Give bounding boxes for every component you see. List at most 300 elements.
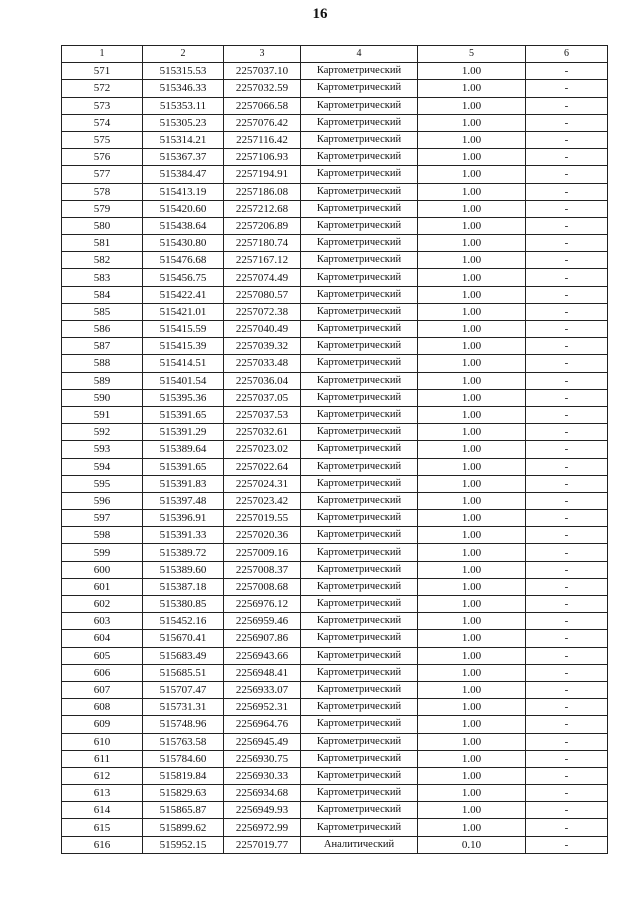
x-coordinate-cell: 515456.75 [143,269,224,286]
description-cell: - [526,406,608,423]
method-cell: Картометрический [301,406,418,423]
x-coordinate-cell: 515707.47 [143,681,224,698]
x-coordinate-cell: 515315.53 [143,63,224,80]
description-cell: - [526,767,608,784]
method-cell: Картометрический [301,269,418,286]
point-number-cell: 601 [62,578,143,595]
accuracy-cell: 1.00 [418,149,526,166]
method-cell: Картометрический [301,200,418,217]
point-number-cell: 586 [62,321,143,338]
method-cell: Картометрический [301,681,418,698]
point-number-cell: 584 [62,286,143,303]
accuracy-cell: 1.00 [418,475,526,492]
description-cell: - [526,578,608,595]
description-cell: - [526,716,608,733]
table-row [62,166,608,183]
description-cell: - [526,802,608,819]
y-coordinate-cell: 2256945.49 [224,733,301,750]
y-coordinate-cell: 2257008.37 [224,561,301,578]
x-coordinate-cell: 515346.33 [143,80,224,97]
method-cell: Картометрический [301,235,418,252]
x-coordinate-cell: 515391.65 [143,458,224,475]
accuracy-cell: 1.00 [418,527,526,544]
point-number-cell: 582 [62,252,143,269]
header-cell-method: 4 [301,46,418,63]
y-coordinate-cell: 2257106.93 [224,149,301,166]
y-coordinate-cell: 2256964.76 [224,716,301,733]
y-coordinate-cell: 2257023.42 [224,492,301,509]
method-cell: Картометрический [301,131,418,148]
table-row [62,269,608,286]
method-cell: Картометрический [301,767,418,784]
description-cell: - [526,681,608,698]
y-coordinate-cell: 2256930.75 [224,750,301,767]
accuracy-cell: 0.10 [418,836,526,853]
accuracy-cell: 1.00 [418,217,526,234]
description-cell: - [526,303,608,320]
accuracy-cell: 1.00 [418,441,526,458]
table-row [62,149,608,166]
method-cell: Картометрический [301,80,418,97]
method-cell: Картометрический [301,183,418,200]
point-number-cell: 616 [62,836,143,853]
point-number-cell: 599 [62,544,143,561]
point-number-cell: 594 [62,458,143,475]
point-number-cell: 595 [62,475,143,492]
table-row [62,183,608,200]
point-number-cell: 600 [62,561,143,578]
x-coordinate-cell: 515353.11 [143,97,224,114]
y-coordinate-cell: 2256952.31 [224,699,301,716]
accuracy-cell: 1.00 [418,321,526,338]
y-coordinate-cell: 2257024.31 [224,475,301,492]
method-cell: Картометрический [301,750,418,767]
description-cell: - [526,355,608,372]
x-coordinate-cell: 515305.23 [143,114,224,131]
description-cell: - [526,836,608,853]
accuracy-cell: 1.00 [418,286,526,303]
description-cell: - [526,785,608,802]
point-number-cell: 574 [62,114,143,131]
y-coordinate-cell: 2257206.89 [224,217,301,234]
description-cell: - [526,149,608,166]
point-number-cell: 579 [62,200,143,217]
description-cell: - [526,510,608,527]
accuracy-cell: 1.00 [418,561,526,578]
accuracy-cell: 1.00 [418,802,526,819]
x-coordinate-cell: 515415.59 [143,321,224,338]
accuracy-cell: 1.00 [418,303,526,320]
description-cell: - [526,372,608,389]
x-coordinate-cell: 515784.60 [143,750,224,767]
accuracy-cell: 1.00 [418,613,526,630]
y-coordinate-cell: 2257023.02 [224,441,301,458]
accuracy-cell: 1.00 [418,510,526,527]
description-cell: - [526,819,608,836]
table-row [62,321,608,338]
x-coordinate-cell: 515685.51 [143,664,224,681]
y-coordinate-cell: 2257186.08 [224,183,301,200]
description-cell: - [526,338,608,355]
point-number-cell: 596 [62,492,143,509]
table-row [62,630,608,647]
description-cell: - [526,596,608,613]
description-cell: - [526,733,608,750]
table-row [62,681,608,698]
x-coordinate-cell: 515452.16 [143,613,224,630]
table-row [62,131,608,148]
x-coordinate-cell: 515670.41 [143,630,224,647]
table-row [62,492,608,509]
description-cell: - [526,750,608,767]
table-row [62,441,608,458]
method-cell: Картометрический [301,733,418,750]
accuracy-cell: 1.00 [418,338,526,355]
x-coordinate-cell: 515367.37 [143,149,224,166]
description-cell: - [526,269,608,286]
table-row [62,355,608,372]
method-cell: Картометрический [301,338,418,355]
table-row [62,235,608,252]
y-coordinate-cell: 2256948.41 [224,664,301,681]
y-coordinate-cell: 2256933.07 [224,681,301,698]
x-coordinate-cell: 515476.68 [143,252,224,269]
table-row [62,767,608,784]
accuracy-cell: 1.00 [418,767,526,784]
y-coordinate-cell: 2257008.68 [224,578,301,595]
y-coordinate-cell: 2257037.53 [224,406,301,423]
table-row [62,699,608,716]
y-coordinate-cell: 2256949.93 [224,802,301,819]
description-cell: - [526,441,608,458]
method-cell: Картометрический [301,149,418,166]
table-row [62,200,608,217]
x-coordinate-cell: 515384.47 [143,166,224,183]
table-row [62,406,608,423]
table-row [62,613,608,630]
point-number-cell: 572 [62,80,143,97]
point-number-cell: 606 [62,664,143,681]
point-number-cell: 610 [62,733,143,750]
point-number-cell: 585 [62,303,143,320]
y-coordinate-cell: 2256972.99 [224,819,301,836]
point-number-cell: 581 [62,235,143,252]
coordinates-table [61,45,608,854]
description-cell: - [526,166,608,183]
method-cell: Картометрический [301,510,418,527]
method-cell: Картометрический [301,630,418,647]
x-coordinate-cell: 515391.83 [143,475,224,492]
description-cell: - [526,424,608,441]
y-coordinate-cell: 2257072.38 [224,303,301,320]
method-cell: Картометрический [301,561,418,578]
header-cell-x: 2 [143,46,224,63]
point-number-cell: 609 [62,716,143,733]
description-cell: - [526,114,608,131]
y-coordinate-cell: 2257040.49 [224,321,301,338]
method-cell: Картометрический [301,647,418,664]
y-coordinate-cell: 2257036.04 [224,372,301,389]
accuracy-cell: 1.00 [418,269,526,286]
y-coordinate-cell: 2257074.49 [224,269,301,286]
point-number-cell: 608 [62,699,143,716]
point-number-cell: 611 [62,750,143,767]
accuracy-cell: 1.00 [418,131,526,148]
method-cell: Картометрический [301,252,418,269]
point-number-cell: 571 [62,63,143,80]
method-cell: Картометрический [301,458,418,475]
description-cell: - [526,217,608,234]
table-body [62,63,608,854]
method-cell: Картометрический [301,785,418,802]
x-coordinate-cell: 515391.33 [143,527,224,544]
y-coordinate-cell: 2257033.48 [224,355,301,372]
method-cell: Картометрический [301,578,418,595]
accuracy-cell: 1.00 [418,63,526,80]
table-row [62,647,608,664]
method-cell: Картометрический [301,716,418,733]
description-cell: - [526,321,608,338]
description-cell: - [526,458,608,475]
table-row [62,664,608,681]
accuracy-cell: 1.00 [418,819,526,836]
method-cell: Картометрический [301,389,418,406]
accuracy-cell: 1.00 [418,166,526,183]
table-row [62,252,608,269]
method-cell: Картометрический [301,492,418,509]
y-coordinate-cell: 2256907.86 [224,630,301,647]
accuracy-cell: 1.00 [418,544,526,561]
x-coordinate-cell: 515401.54 [143,372,224,389]
table-row [62,97,608,114]
y-coordinate-cell: 2257076.42 [224,114,301,131]
method-cell: Картометрический [301,699,418,716]
table-row [62,836,608,853]
method-cell: Картометрический [301,441,418,458]
accuracy-cell: 1.00 [418,114,526,131]
method-cell: Картометрический [301,819,418,836]
point-number-cell: 615 [62,819,143,836]
description-cell: - [526,492,608,509]
y-coordinate-cell: 2256943.66 [224,647,301,664]
x-coordinate-cell: 515819.84 [143,767,224,784]
point-number-cell: 591 [62,406,143,423]
accuracy-cell: 1.00 [418,80,526,97]
point-number-cell: 607 [62,681,143,698]
point-number-cell: 614 [62,802,143,819]
header-cell-accuracy: 5 [418,46,526,63]
accuracy-cell: 1.00 [418,664,526,681]
method-cell: Картометрический [301,321,418,338]
method-cell: Картометрический [301,802,418,819]
table-row [62,80,608,97]
header-cell-y: 3 [224,46,301,63]
method-cell: Картометрический [301,97,418,114]
x-coordinate-cell: 515314.21 [143,131,224,148]
accuracy-cell: 1.00 [418,97,526,114]
table-row [62,286,608,303]
description-cell: - [526,131,608,148]
table-row [62,716,608,733]
description-cell: - [526,647,608,664]
accuracy-cell: 1.00 [418,785,526,802]
description-cell: - [526,561,608,578]
x-coordinate-cell: 515396.91 [143,510,224,527]
table-row [62,527,608,544]
description-cell: - [526,183,608,200]
description-cell: - [526,699,608,716]
table-row [62,510,608,527]
point-number-cell: 602 [62,596,143,613]
x-coordinate-cell: 515420.60 [143,200,224,217]
x-coordinate-cell: 515683.49 [143,647,224,664]
accuracy-cell: 1.00 [418,630,526,647]
y-coordinate-cell: 2257167.12 [224,252,301,269]
method-cell: Картометрический [301,613,418,630]
description-cell: - [526,63,608,80]
description-cell: - [526,544,608,561]
table-row [62,750,608,767]
description-cell: - [526,613,608,630]
description-cell: - [526,389,608,406]
description-cell: - [526,527,608,544]
method-cell: Картометрический [301,217,418,234]
x-coordinate-cell: 515422.41 [143,286,224,303]
point-number-cell: 593 [62,441,143,458]
y-coordinate-cell: 2257020.36 [224,527,301,544]
y-coordinate-cell: 2257019.55 [224,510,301,527]
y-coordinate-cell: 2257009.16 [224,544,301,561]
y-coordinate-cell: 2257039.32 [224,338,301,355]
x-coordinate-cell: 515438.64 [143,217,224,234]
table-row [62,561,608,578]
description-cell: - [526,235,608,252]
table-row [62,114,608,131]
x-coordinate-cell: 515899.62 [143,819,224,836]
x-coordinate-cell: 515391.65 [143,406,224,423]
table-row [62,303,608,320]
point-number-cell: 580 [62,217,143,234]
page-number: 16 [312,6,328,22]
point-number-cell: 588 [62,355,143,372]
point-number-cell: 590 [62,389,143,406]
description-cell: - [526,286,608,303]
accuracy-cell: 1.00 [418,716,526,733]
accuracy-cell: 1.00 [418,733,526,750]
accuracy-cell: 1.00 [418,699,526,716]
point-number-cell: 575 [62,131,143,148]
x-coordinate-cell: 515389.60 [143,561,224,578]
point-number-cell: 605 [62,647,143,664]
x-coordinate-cell: 515430.80 [143,235,224,252]
method-cell: Картометрический [301,63,418,80]
point-number-cell: 592 [62,424,143,441]
description-cell: - [526,200,608,217]
y-coordinate-cell: 2257066.58 [224,97,301,114]
description-cell: - [526,630,608,647]
method-cell: Картометрический [301,664,418,681]
method-cell: Картометрический [301,544,418,561]
x-coordinate-cell: 515865.87 [143,802,224,819]
x-coordinate-cell: 515952.15 [143,836,224,853]
method-cell: Картометрический [301,114,418,131]
x-coordinate-cell: 515413.19 [143,183,224,200]
y-coordinate-cell: 2257037.10 [224,63,301,80]
accuracy-cell: 1.00 [418,492,526,509]
accuracy-cell: 1.00 [418,424,526,441]
header-row [62,46,608,63]
point-number-cell: 603 [62,613,143,630]
x-coordinate-cell: 515414.51 [143,355,224,372]
method-cell: Картометрический [301,475,418,492]
table-row [62,578,608,595]
y-coordinate-cell: 2256930.33 [224,767,301,784]
x-coordinate-cell: 515421.01 [143,303,224,320]
accuracy-cell: 1.00 [418,750,526,767]
method-cell: Картометрический [301,355,418,372]
table-row [62,63,608,80]
table-row [62,338,608,355]
method-cell: Аналитический [301,836,418,853]
y-coordinate-cell: 2257080.57 [224,286,301,303]
table-row [62,733,608,750]
method-cell: Картометрический [301,596,418,613]
point-number-cell: 589 [62,372,143,389]
x-coordinate-cell: 515415.39 [143,338,224,355]
table-row [62,802,608,819]
accuracy-cell: 1.00 [418,596,526,613]
x-coordinate-cell: 515731.31 [143,699,224,716]
y-coordinate-cell: 2257032.61 [224,424,301,441]
x-coordinate-cell: 515763.58 [143,733,224,750]
point-number-cell: 612 [62,767,143,784]
accuracy-cell: 1.00 [418,200,526,217]
accuracy-cell: 1.00 [418,372,526,389]
accuracy-cell: 1.00 [418,406,526,423]
y-coordinate-cell: 2257194.91 [224,166,301,183]
accuracy-cell: 1.00 [418,252,526,269]
method-cell: Картометрический [301,424,418,441]
table-row [62,785,608,802]
y-coordinate-cell: 2257180.74 [224,235,301,252]
method-cell: Картометрический [301,166,418,183]
table-row [62,458,608,475]
point-number-cell: 597 [62,510,143,527]
accuracy-cell: 1.00 [418,647,526,664]
accuracy-cell: 1.00 [418,355,526,372]
method-cell: Картометрический [301,303,418,320]
table-row [62,475,608,492]
x-coordinate-cell: 515387.18 [143,578,224,595]
point-number-cell: 587 [62,338,143,355]
y-coordinate-cell: 2257116.42 [224,131,301,148]
description-cell: - [526,475,608,492]
x-coordinate-cell: 515829.63 [143,785,224,802]
accuracy-cell: 1.00 [418,183,526,200]
table-row [62,217,608,234]
x-coordinate-cell: 515748.96 [143,716,224,733]
table-row [62,389,608,406]
accuracy-cell: 1.00 [418,578,526,595]
table-row [62,424,608,441]
table-row [62,596,608,613]
x-coordinate-cell: 515397.48 [143,492,224,509]
point-number-cell: 578 [62,183,143,200]
header-cell-point-number: 1 [62,46,143,63]
point-number-cell: 573 [62,97,143,114]
y-coordinate-cell: 2257019.77 [224,836,301,853]
point-number-cell: 598 [62,527,143,544]
